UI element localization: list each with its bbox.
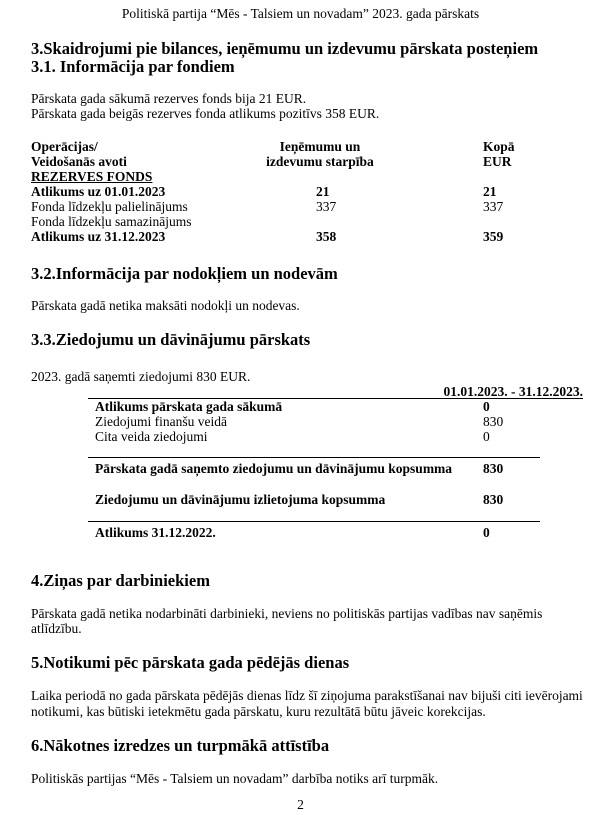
page-header: Politiskā partija “Mēs - Talsiem un novadam” 2023. gada pārskats bbox=[121, 6, 480, 21]
fund-row-diff: 358 bbox=[316, 229, 337, 244]
fund-row-label: Atlikums uz 01.01.2023 bbox=[31, 184, 166, 199]
fund-col-sources-header: Veidošanās avoti bbox=[31, 154, 127, 169]
donations-row-value: 830 bbox=[483, 461, 504, 476]
donations-row-value: 830 bbox=[483, 414, 504, 429]
fund-col-total-header: Kopā bbox=[483, 139, 515, 154]
donations-row-label: Ziedojumi finanšu veidā bbox=[95, 414, 227, 429]
table-divider bbox=[88, 457, 540, 458]
section-3-title: 3.Skaidrojumi pie bilances, ieņēmumu un izdevumu pārskata posteņiem bbox=[31, 39, 539, 58]
section-5-title: 5.Notikumi pēc pārskata gada pēdējās dienas bbox=[31, 653, 350, 672]
employees-text-line2: atlīdzību. bbox=[31, 621, 82, 636]
donations-text: 2023. gadā saņemti ziedojumi 830 EUR. bbox=[31, 369, 251, 384]
fund-col-diff-header-2: izdevumu starpība bbox=[266, 154, 374, 169]
donations-row-value: 830 bbox=[483, 492, 504, 507]
fund-row-label: Fonda līdzekļu palielinājums bbox=[31, 199, 188, 214]
taxes-text: Pārskata gadā netika maksāti nodokļi un nodevas. bbox=[31, 298, 300, 313]
section-6-title: 6.Nākotnes izredzes un turpmākā attīstība bbox=[31, 736, 330, 755]
fund-col-operations-header: Operācijas/ bbox=[31, 139, 98, 154]
fund-row-total: 359 bbox=[483, 229, 504, 244]
donations-row-label: Ziedojumu un dāvinājumu izlietojuma kopsumma bbox=[95, 492, 386, 507]
fund-row-diff: 337 bbox=[316, 199, 337, 214]
section-3-3-title: 3.3.Ziedojumu un dāvinājumu pārskats bbox=[31, 330, 311, 349]
donations-period-header: 01.01.2023. - 31.12.2023. bbox=[443, 384, 583, 399]
fund-row-label: Atlikums uz 31.12.2023 bbox=[31, 229, 166, 244]
donations-row-value: 0 bbox=[483, 399, 490, 414]
section-3-1-title: 3.1. Informācija par fondiem bbox=[31, 57, 235, 76]
fund-col-diff-header: Ieņēmumu un bbox=[279, 139, 361, 154]
section-3-2-title: 3.2.Informācija par nodokļiem un nodevām bbox=[31, 264, 338, 283]
fund-row-total: 21 bbox=[483, 184, 497, 199]
page-number: 2 bbox=[297, 797, 304, 812]
donations-row-value: 0 bbox=[483, 525, 490, 540]
donations-row-value: 0 bbox=[483, 429, 490, 444]
fund-group-label: REZERVES FONDS bbox=[31, 169, 153, 184]
table-divider bbox=[88, 521, 540, 522]
fund-row-total: 337 bbox=[483, 199, 504, 214]
events-text-line2: notikumi, kas būtiski ietekmētu gada pārskatu, kuru rezultātā būtu jāveic korekcijas. bbox=[31, 704, 486, 719]
donations-row-label: Atlikums pārskata gada sākumā bbox=[95, 399, 283, 414]
fund-row-diff: 21 bbox=[316, 184, 330, 199]
outlook-text: Politiskās partijas “Mēs - Talsiem un novadam” darbība notiks arī turpmāk. bbox=[31, 771, 439, 786]
fund-start-text: Pārskata gada sākumā rezerves fonds bija 21 EUR. bbox=[31, 91, 307, 106]
donations-row-label: Atlikums 31.12.2022. bbox=[95, 525, 216, 540]
donations-row-label: Cita veida ziedojumi bbox=[95, 429, 208, 444]
fund-col-total-unit: EUR bbox=[483, 154, 512, 169]
fund-end-text: Pārskata gada beigās rezerves fonda atlikums pozitīvs 358 EUR. bbox=[31, 106, 380, 121]
section-4-title: 4.Ziņas par darbiniekiem bbox=[31, 571, 210, 590]
fund-row-label: Fonda līdzekļu samazinājums bbox=[31, 214, 192, 229]
events-text-line1: Laika periodā no gada pārskata pēdējās dienas līdz šī ziņojuma parakstīšanai nav bijuši citi ievērojami bbox=[31, 688, 583, 703]
donations-row-label: Pārskata gadā saņemto ziedojumu un dāvinājumu kopsumma bbox=[95, 461, 453, 476]
employees-text-line1: Pārskata gadā netika nodarbināti darbinieki, neviens no politiskās partijas vadības nav saņēmis bbox=[31, 606, 543, 621]
